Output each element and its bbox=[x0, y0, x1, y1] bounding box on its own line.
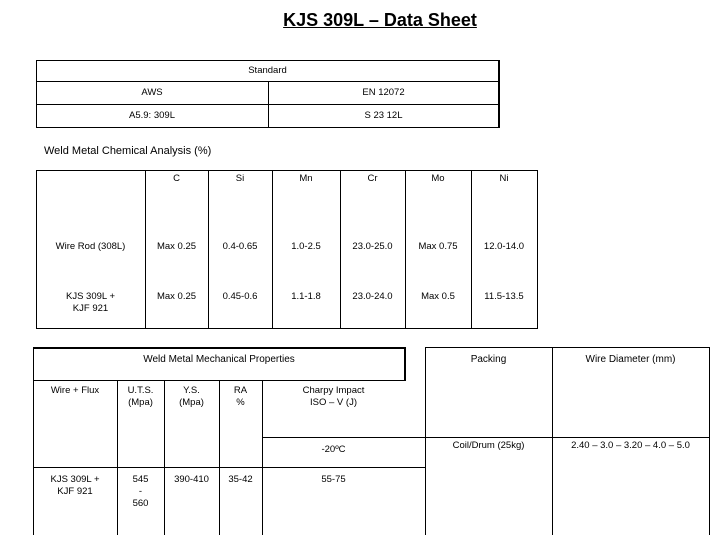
element-c: C bbox=[173, 173, 180, 184]
en-header: EN 12072 bbox=[362, 87, 405, 98]
aws-value: A5.9: 309L bbox=[129, 110, 175, 121]
element-si: Si bbox=[235, 173, 245, 184]
diameter-header: Wire Diameter (mm) bbox=[585, 354, 676, 365]
diameter-values: 2.40 – 3.0 – 3.20 – 4.0 – 5.0 bbox=[571, 440, 690, 451]
table-cell: 0.4-0.65 bbox=[222, 241, 258, 252]
table-cell: 1.0-2.5 bbox=[291, 241, 321, 252]
table-cell: Max 0.75 bbox=[418, 241, 458, 252]
col-charpy: Charpy Impact ISO – V (J) bbox=[302, 385, 365, 408]
col-ra: RA % bbox=[233, 385, 248, 408]
row-label: KJS 309L + KJF 921 bbox=[65, 291, 116, 314]
standard-header: Standard bbox=[248, 65, 287, 76]
mech-ra-value: 35-42 bbox=[228, 474, 253, 485]
table-cell: 11.5-13.5 bbox=[484, 291, 524, 302]
table-cell: 12.0-14.0 bbox=[483, 241, 525, 252]
col-wire-flux: Wire + Flux bbox=[50, 385, 100, 396]
element-ni: Ni bbox=[499, 173, 509, 184]
element-mn: Mn bbox=[299, 173, 313, 184]
table-cell: 23.0-24.0 bbox=[352, 291, 393, 302]
page-title: KJS 309L – Data Sheet bbox=[283, 10, 477, 30]
table-cell: Max 0.5 bbox=[421, 291, 455, 302]
table-cell: 23.0-25.0 bbox=[352, 241, 393, 252]
table-cell: 0.45-0.6 bbox=[222, 291, 258, 302]
table-cell: Max 0.25 bbox=[156, 291, 197, 302]
mech-uts-value: 545 - 560 bbox=[132, 474, 149, 509]
col-uts: U.T.S. (Mpa) bbox=[127, 385, 154, 408]
col-ys: Y.S. (Mpa) bbox=[179, 385, 204, 408]
en-value: S 23 12L bbox=[364, 110, 403, 121]
mechanical-header: Weld Metal Mechanical Properties bbox=[143, 354, 295, 365]
chemical-heading: Weld Metal Chemical Analysis (%) bbox=[44, 145, 212, 157]
table-cell: 1.1-1.8 bbox=[291, 291, 321, 302]
element-cr: Cr bbox=[367, 173, 378, 184]
mech-charpy-value: 55-75 bbox=[321, 474, 346, 485]
aws-header: AWS bbox=[141, 87, 163, 98]
mech-wire-value: KJS 309L + KJF 921 bbox=[50, 474, 100, 497]
row-label: Wire Rod (308L) bbox=[55, 241, 126, 252]
table-cell: Max 0.25 bbox=[156, 241, 197, 252]
packing-header: Packing bbox=[470, 354, 507, 365]
element-mo: Mo bbox=[431, 173, 445, 184]
packing-type: Coil/Drum (25kg) bbox=[452, 440, 525, 451]
charpy-temp: -20ºC bbox=[321, 444, 346, 455]
mech-ys-value: 390-410 bbox=[174, 474, 209, 485]
